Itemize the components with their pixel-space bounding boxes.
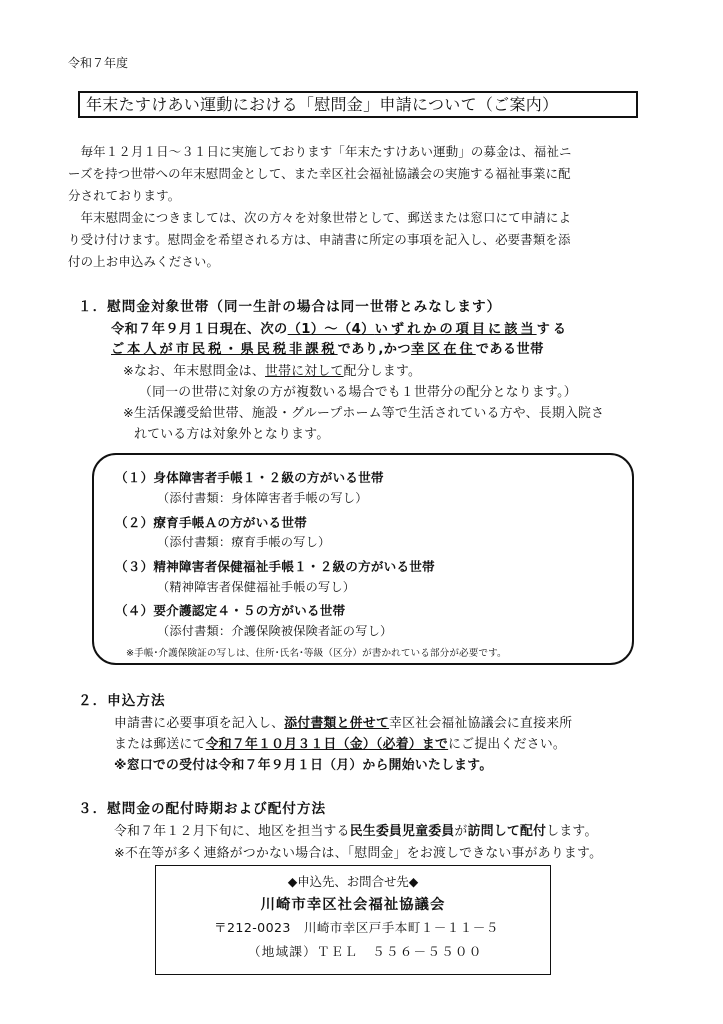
- apply-deadline: 令和７年１０月３１日（金）（必着）まで: [205, 737, 449, 752]
- section1-note: （同一の世帯に対象の方が複数いる場合でも１世帯分の配分となります。）: [139, 385, 577, 400]
- condition-item: （２）療育手帳Ａの方がいる世帯: [115, 515, 307, 530]
- section3-line: [114, 820, 598, 839]
- criteria-range: （1）～（4）: [287, 322, 375, 337]
- criteria-text: 令和７年９月１日現在、次の: [111, 322, 288, 337]
- section2-window-note: ※窓口での受付は令和７年９月１日（月）から開始いたします。: [114, 758, 493, 773]
- intro-line: 年末慰問金につきましては、次の方々を対象世帯として、郵送または窓口にて申請によ: [68, 210, 572, 225]
- contact-heading: ◆申込先、お問合せ先◆: [287, 874, 419, 889]
- condition-item: （３）精神障害者保健福祉手帳１・２級の方がいる世帯: [115, 559, 435, 574]
- apply-text: にご提出ください。: [448, 737, 567, 752]
- intro-line: ーズを持つ世帯への年末慰問金として、また幸区社会福祉協議会の実施する福祉事業に配: [68, 166, 571, 181]
- delivery-text: が: [454, 824, 468, 839]
- section3-note: ※不在等が多く連絡がつかない場合は、「慰問金」をお渡しできない事があります。: [114, 846, 603, 861]
- section1-heading: １．慰問金対象世帯（同一生計の場合は同一世帯とみなします）: [78, 299, 502, 315]
- criteria-residency: 幸区在住: [410, 342, 476, 357]
- intro-line: り受け付けます。慰問金を希望される方は、申請書に所定の事項を記入し、必要書類を添: [68, 232, 571, 247]
- section1-criteria-line2: [111, 338, 544, 357]
- note-text: 配分します。: [343, 364, 422, 379]
- section2-line: [114, 733, 566, 752]
- section1-note: れている方は対象外となります。: [134, 427, 330, 442]
- condition-item: （１）身体障害者手帳１・２級の方がいる世帯: [115, 470, 384, 485]
- note-emphasis: 世帯に対して: [265, 364, 344, 379]
- criteria-any-item: いずれかの項目に該当: [374, 322, 537, 337]
- delivery-commissioner: 民生委員児童委員: [349, 824, 455, 839]
- intro-line: 分されております。: [68, 188, 181, 203]
- section1-note: [123, 360, 421, 379]
- condition-item: （４）要介護認定４・５の方がいる世帯: [115, 603, 346, 618]
- contact-address: 〒212-0023 川崎市幸区戸手本町１－１１－５: [214, 920, 499, 935]
- section1-criteria-line1: [111, 318, 569, 337]
- criteria-tax-exempt: ご本人が市民税・県民税非課税: [111, 342, 338, 357]
- contact-phone: （地域課）ＴＥＬ ５５６－５５００: [248, 944, 483, 959]
- note-text: ※なお、年末慰問金は、: [123, 364, 265, 379]
- apply-attachments: 添付書類と併せて: [284, 716, 390, 731]
- intro-line: 付の上お申込みください。: [68, 254, 220, 269]
- section2-line: [114, 712, 572, 731]
- condition-document: （添付書類：介護保険被保険者証の写し）: [157, 624, 393, 638]
- fiscal-year: 令和７年度: [68, 56, 129, 70]
- contact-organization: 川崎市幸区社会福祉協議会: [260, 897, 446, 913]
- section1-note: ※生活保護受給世帯、施設・グループホーム等で生活されている方や、長期入院さ: [123, 406, 605, 421]
- apply-text: または郵送にて: [114, 737, 206, 752]
- condition-document: （精神障害者保健福祉手帳の写し）: [157, 580, 356, 594]
- intro-line: 毎年１２月１日～３１日に実施しております「年末たすけあい運動」の募金は、福祉ニ: [68, 144, 572, 159]
- conditions-note: ※手帳･介護保険証の写しは、住所･氏名･等級（区分）が書かれている部分が必要です。: [126, 648, 507, 659]
- criteria-text: する: [536, 322, 569, 337]
- section2-heading: ２．申込方法: [78, 693, 166, 709]
- page-title: 年末たすけあい運動における「慰問金」申請について（ご案内）: [78, 91, 638, 118]
- delivery-text: 令和７年１２月下旬に、地区を担当する: [114, 824, 350, 839]
- section3-heading: ３．慰問金の配付時期および配付方法: [78, 801, 327, 817]
- criteria-text: であり,かつ: [337, 342, 411, 357]
- delivery-text: します。: [546, 824, 598, 839]
- delivery-method: 訪問して配付: [467, 824, 547, 839]
- condition-document: （添付書類：身体障害者手帳の写し）: [157, 491, 368, 505]
- criteria-text: である世帯: [475, 342, 544, 357]
- condition-document: （添付書類：療育手帳の写し）: [157, 535, 331, 549]
- apply-text: 申請書に必要事項を記入し、: [114, 716, 285, 731]
- apply-text: 幸区社会福祉協議会に直接来所: [389, 716, 573, 731]
